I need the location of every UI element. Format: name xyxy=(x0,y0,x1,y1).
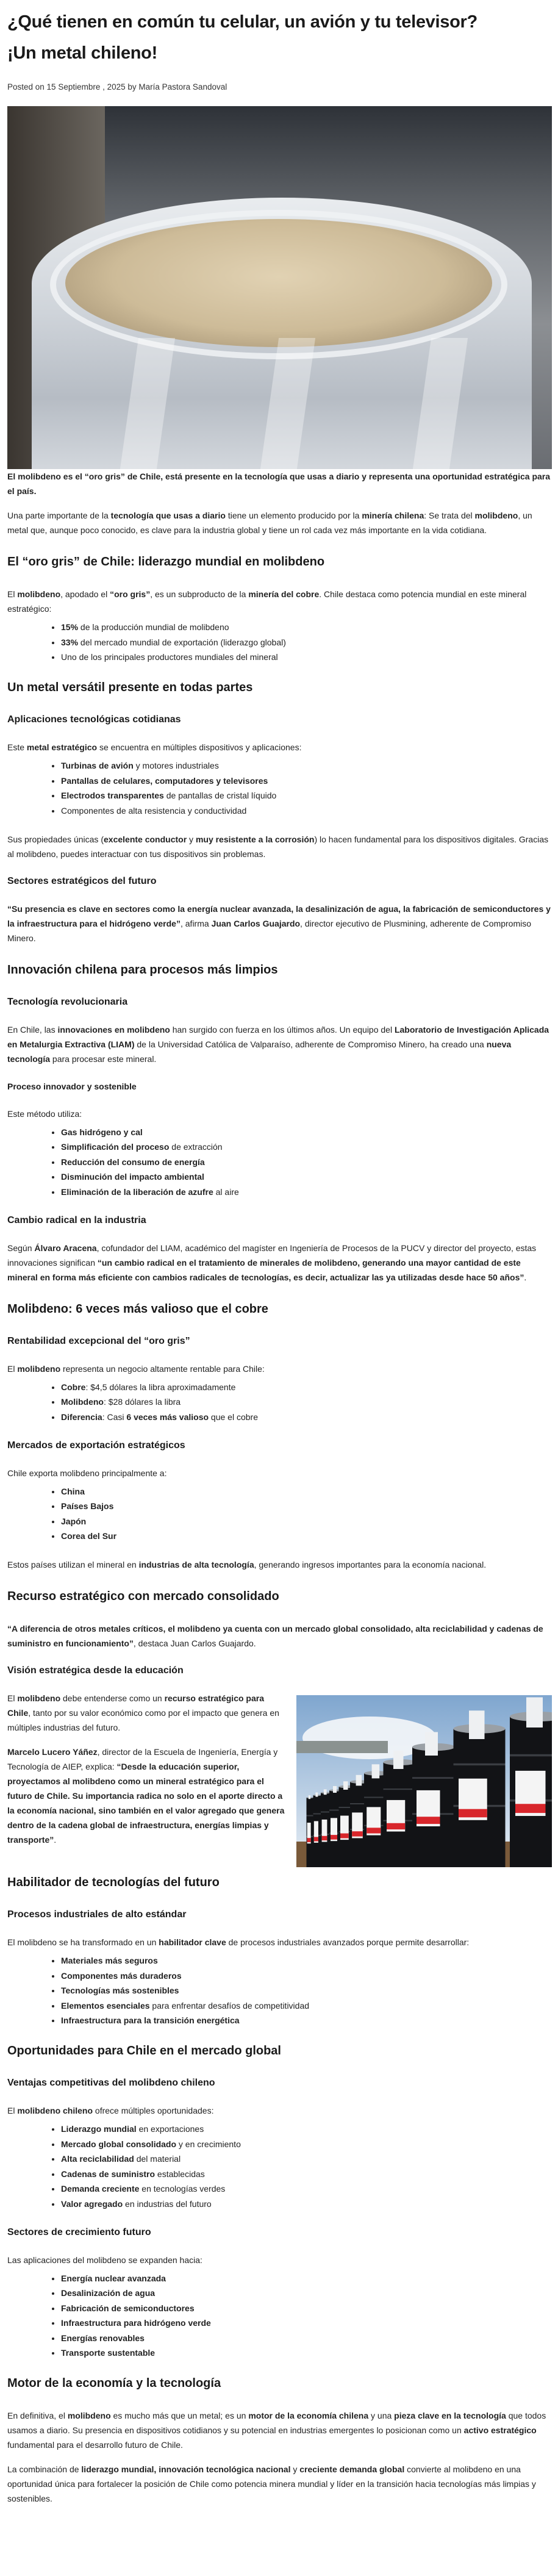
text-run: representa un negocio altamente rentable para Chile: xyxy=(60,1363,265,1374)
bold-text: El molibdeno es el “oro gris” de Chile, está presente en la tecnología que usas a diario y representa una oportunidad estratégica para el país. xyxy=(7,472,551,496)
bold-text: Molibdeno xyxy=(61,1397,104,1407)
list-item xyxy=(61,1954,552,1967)
bold-text: Simplificación del proceso xyxy=(61,1142,170,1152)
section-heading: Innovación chilena para procesos más limpios xyxy=(7,963,278,977)
text-run: de la Universidad Católica de Valparaíso, adherente de Compromiso Minero, ha creado una xyxy=(134,1039,487,1049)
bullet-list xyxy=(7,2272,552,2359)
text-run: Sus propiedades únicas ( xyxy=(7,834,104,844)
subsection-heading: Cambio radical en la industria xyxy=(7,1214,146,1225)
list-item xyxy=(61,1381,552,1393)
text-run: Chile exporta molibdeno principalmente a: xyxy=(7,1468,167,1478)
title-line: ¿Qué tienen en común tu celular, un avión y tu televisor? xyxy=(7,12,478,32)
paragraph xyxy=(7,902,552,945)
bold-text: tecnología que usas a diario xyxy=(110,511,226,520)
bold-text: Turbinas de avión xyxy=(61,761,134,770)
subsection-heading: Visión estratégica desde la educación xyxy=(7,1665,184,1676)
text-run: al aire xyxy=(213,1186,239,1197)
text-run: La combinación de xyxy=(7,2464,82,2474)
article-title xyxy=(7,7,552,69)
paragraph xyxy=(7,469,552,498)
paragraph xyxy=(7,740,552,755)
list-item xyxy=(61,2287,552,2299)
section-heading: Recurso estratégico con mercado consolidado xyxy=(7,1590,279,1603)
barrel xyxy=(412,1732,455,1868)
bold-text: Transporte sustentable xyxy=(61,2348,156,2358)
paragraph xyxy=(7,1241,552,1285)
list-item xyxy=(61,1984,552,1997)
paragraph xyxy=(7,2408,552,2452)
text-run: de extracción xyxy=(169,1142,223,1152)
bold-text: molibdeno xyxy=(17,1363,61,1374)
bullet-list xyxy=(7,759,552,817)
list-item xyxy=(61,1141,552,1153)
list-item xyxy=(61,2317,552,2329)
section-heading: Motor de la economía y la tecnología xyxy=(7,2377,221,2390)
bold-text: innovaciones en molibdeno xyxy=(57,1024,170,1035)
barrel xyxy=(313,1792,321,1867)
bold-text: liderazgo mundial, innovación tecnológica nacional xyxy=(81,2464,291,2474)
bold-text: Juan Carlos Guajardo xyxy=(211,918,301,928)
subsection-heading: Sectores estratégicos del futuro xyxy=(7,875,157,886)
subsection-heading: Ventajas competitivas del molibdeno chileno xyxy=(7,2078,215,2088)
text-run: y xyxy=(187,834,196,844)
subsection-heading: Tecnología revolucionaria xyxy=(7,996,128,1007)
text-run: Este xyxy=(7,742,27,752)
bullet-list xyxy=(7,1381,552,1423)
bold-text: 15% xyxy=(61,622,79,632)
text-run: El xyxy=(7,1693,18,1703)
list-item xyxy=(61,2347,552,2359)
text-run: , generando ingresos importantes para la economía nacional. xyxy=(254,1560,487,1570)
list-item xyxy=(61,2198,552,2210)
bold-text: Infraestructura para hidrógeno verde xyxy=(61,2318,211,2328)
bold-text: 33% xyxy=(61,637,79,647)
bullet-list xyxy=(7,1126,552,1198)
paragraph xyxy=(7,832,552,861)
text-run: . xyxy=(524,1272,527,1282)
text-run: Estos países utilizan el mineral en xyxy=(7,1560,139,1570)
bold-text: Infraestructura para la transición energética xyxy=(61,2015,240,2025)
barrel xyxy=(454,1710,506,1867)
subsection-heading: Proceso innovador y sostenible xyxy=(7,1081,137,1091)
list-item xyxy=(61,1411,552,1423)
list-item xyxy=(61,2272,552,2284)
bold-text: Álvaro Aracena xyxy=(34,1243,97,1253)
molybdenum-powder-photo-icon xyxy=(7,106,552,469)
bold-text: minería del cobre xyxy=(248,589,320,599)
bold-text: Valor agregado xyxy=(61,2198,123,2209)
list-item xyxy=(61,621,552,633)
bold-text: Pantallas de celulares, computadores y televisores xyxy=(61,775,268,786)
text-run: y motores industriales xyxy=(133,761,219,770)
bold-text: recurso estratégico para Chile xyxy=(7,1693,264,1718)
text-run: han surgido con fuerza en los últimos años. Un equipo del xyxy=(170,1024,395,1035)
bold-text: “Su presencia es clave en sectores como la energía nuclear avanzada, la desalinización de agua, la fabricación de semiconductores y la infraestructura para el hidrógeno verde” xyxy=(7,903,551,928)
text-run: y en crecimiento xyxy=(176,2139,241,2149)
barrel xyxy=(307,1795,313,1867)
paragraph xyxy=(7,1935,552,1950)
bold-text: motor de la economía chilena xyxy=(248,2411,369,2420)
bold-text: Eliminación de la liberación de azufre xyxy=(61,1186,213,1197)
text-run: establecidas xyxy=(155,2169,205,2179)
text-run: , director de la Escuela de Ingeniería, Energía y Tecnología de AIEP, explica: xyxy=(7,1747,278,1771)
text-run: se encuentra en múltiples dispositivos y aplicaciones: xyxy=(97,742,302,752)
bold-text: Países Bajos xyxy=(61,1501,114,1511)
list-item xyxy=(61,1126,552,1138)
bold-text: excelente conductor xyxy=(104,834,187,844)
article-body xyxy=(7,469,552,2506)
bold-text: Mercado global consolidado xyxy=(61,2139,177,2149)
bold-text: “A diferencia de otros metales críticos, el molibdeno ya cuenta con un mercado global consolidado, alta reciclabilidad y cadenas de suministro en funcionamiento” xyxy=(7,1624,543,1648)
paragraph xyxy=(7,2253,552,2267)
bold-text: molibdeno xyxy=(474,511,518,520)
list-item xyxy=(61,2153,552,2165)
text-run: . xyxy=(54,1835,57,1845)
bold-text: muy resistente a la corrosión xyxy=(195,834,315,844)
bold-text: pieza clave en la tecnología xyxy=(394,2411,506,2420)
list-item xyxy=(61,636,552,648)
section-heading: El “oro gris” de Chile: liderazgo mundial en molibdeno xyxy=(7,555,325,569)
bold-text: activo estratégico xyxy=(463,2425,537,2435)
list-item xyxy=(61,1186,552,1198)
list-item xyxy=(61,2332,552,2344)
paragraph xyxy=(7,1621,552,1651)
list-item xyxy=(61,1485,552,1498)
bold-text: Tecnologías más sostenibles xyxy=(61,1986,179,1995)
paragraph xyxy=(7,1022,552,1066)
post-meta: Posted on 15 Septiembre , 2025 by María Pastora Sandoval xyxy=(7,82,227,91)
list-item xyxy=(61,1396,552,1408)
subsection-heading: Procesos industriales de alto estándar xyxy=(7,1909,187,1920)
text-run: El xyxy=(7,1363,18,1374)
subsection-heading: Sectores de crecimiento futuro xyxy=(7,2226,151,2237)
bold-text: creciente demanda global xyxy=(299,2464,405,2474)
text-run: que todos usamos a diario. Su presencia en dispositivos cotidianos y su potencial en industrias emergentes lo posicionan como un xyxy=(7,2411,546,2435)
list-item xyxy=(61,2168,552,2180)
bold-text: molibdeno chileno xyxy=(17,2106,93,2115)
text-run: , afirma xyxy=(180,918,212,928)
text-run: en tecnologías verdes xyxy=(139,2184,226,2194)
text-run: , apodado el xyxy=(60,589,110,599)
list-item xyxy=(61,1500,552,1512)
bold-text: industrias de alta tecnología xyxy=(138,1560,254,1570)
text-run: de pantallas de cristal líquido xyxy=(163,791,277,800)
bold-text: Fabricación de semiconductores xyxy=(61,2303,195,2313)
text-run: : Se trata del xyxy=(424,511,475,520)
list-item xyxy=(61,775,552,787)
text-run: El molibdeno se ha transformado en un xyxy=(7,1937,159,1947)
list-item xyxy=(61,759,552,772)
paragraph xyxy=(7,1466,552,1480)
bold-text: Energías renovables xyxy=(61,2333,145,2343)
list-item xyxy=(61,2014,552,2026)
section-heading: Molibdeno: 6 veces más valioso que el cobre xyxy=(7,1302,268,1316)
paragraph xyxy=(7,508,552,537)
text-run: del material xyxy=(134,2154,181,2164)
text-run: En Chile, las xyxy=(7,1024,58,1035)
text-run: que el cobre xyxy=(209,1412,258,1422)
text-run: : $28 dólares la libra xyxy=(104,1397,181,1407)
section-heading: Habilitador de tecnologías del futuro xyxy=(7,1876,220,1889)
list-item xyxy=(61,2302,552,2314)
bold-text: Corea del Sur xyxy=(61,1531,117,1541)
bold-text: Gas hidrógeno y cal xyxy=(61,1127,143,1137)
paragraph xyxy=(7,1107,552,1121)
bold-text: molibdeno xyxy=(17,589,61,599)
bold-text: habilitador clave xyxy=(159,1937,226,1947)
text-run: en exportaciones xyxy=(136,2124,204,2134)
text-run: , director ejecutivo de Plusmining, adherente de Compromiso Minero. xyxy=(7,918,532,943)
bold-text: Japón xyxy=(61,1516,87,1526)
text-run: de procesos industriales avanzados porque permite desarrollar: xyxy=(226,1937,470,1947)
bold-text: China xyxy=(61,1486,85,1496)
bold-text: Elementos esenciales xyxy=(61,2000,150,2011)
text-run: Según xyxy=(7,1243,35,1253)
bold-text: Diferencia xyxy=(61,1412,102,1422)
bold-text: Electrodos transparentes xyxy=(61,791,164,800)
subsection-heading: Mercados de exportación estratégicos xyxy=(7,1440,185,1451)
text-run: y xyxy=(290,2464,300,2474)
text-run: Componentes de alta resistencia y conductividad xyxy=(61,805,247,816)
paragraph xyxy=(7,1362,552,1376)
bold-text: Desalinización de agua xyxy=(61,2288,156,2298)
section-heading: Un metal versátil presente en todas partes xyxy=(7,681,253,694)
bold-text: Alta reciclabilidad xyxy=(61,2154,134,2164)
text-run: Las aplicaciones del molibdeno se expanden hacia: xyxy=(7,2255,202,2265)
subsection-heading: Rentabilidad excepcional del “oro gris” xyxy=(7,1335,190,1346)
bold-text: nueva tecnología xyxy=(7,1039,512,1064)
barrel xyxy=(384,1751,417,1867)
list-item xyxy=(61,2138,552,2150)
subsection-heading: Aplicaciones tecnológicas cotidianas xyxy=(7,714,181,725)
text-run: Una parte importante de la xyxy=(7,511,111,520)
text-run: : Casi xyxy=(102,1412,127,1422)
bold-text: Laboratorio de Investigación Aplicada en Metalurgia Extractiva (LIAM) xyxy=(7,1024,549,1049)
text-run: Uno de los principales productores mundiales del mineral xyxy=(61,652,278,662)
title-line: ¡Un metal chileno! xyxy=(7,43,157,63)
bold-text: metal estratégico xyxy=(26,742,98,752)
list-item xyxy=(61,2183,552,2195)
barrel xyxy=(321,1789,331,1867)
text-run: El xyxy=(7,2106,18,2115)
text-run: del mercado mundial de exportación (liderazgo global) xyxy=(78,637,286,647)
text-run: convierte al molibdeno en una oportunidad única para fortalecer la posición de Chile como potencia minera mundial y líder en la transición hacia tecnologías más limpias y sostenibles. xyxy=(7,2464,536,2503)
bullet-list xyxy=(7,2123,552,2210)
text-run: : $4,5 dólares la libra aproximadamente xyxy=(85,1382,236,1392)
bold-text: molibdeno xyxy=(17,1693,61,1703)
list-item xyxy=(61,2123,552,2135)
list-item xyxy=(61,1156,552,1168)
text-run: Este método utiliza: xyxy=(7,1108,82,1119)
bold-text: Liderazgo mundial xyxy=(61,2124,137,2134)
bold-text: Componentes más duraderos xyxy=(61,1970,182,1981)
list-item xyxy=(61,789,552,802)
bold-text: molibdeno xyxy=(67,2411,111,2420)
bullet-list xyxy=(7,621,552,663)
bold-text: Energía nuclear avanzada xyxy=(61,2273,166,2283)
text-run: de la producción mundial de molibdeno xyxy=(78,622,229,632)
text-run: es mucho más que un metal; es un xyxy=(110,2411,249,2420)
text-run: , es un subproducto de la xyxy=(150,589,249,599)
paragraph xyxy=(7,2103,552,2118)
text-run: fundamental para el desarrollo futuro de Chile. xyxy=(7,2440,183,2450)
text-run: debe entenderse como un xyxy=(60,1693,165,1703)
bold-text: 6 veces más valioso xyxy=(126,1412,209,1422)
text-run: en industrias del futuro xyxy=(123,2198,212,2209)
list-item xyxy=(61,1171,552,1183)
text-run: , destaca Juan Carlos Guajardo. xyxy=(133,1638,256,1648)
text-run: ) lo hacen fundamental para los dispositivos digitales. Gracias al molibdeno, puedes interactuar con tus dispositivos sin problemas. xyxy=(7,834,549,859)
bold-text: “oro gris” xyxy=(110,589,151,599)
text-run: , tanto por su valor económico como por el impacto que genera en múltiples industrias del futuro. xyxy=(7,1708,279,1732)
text-run: El xyxy=(7,589,18,599)
bold-text: Materiales más seguros xyxy=(61,1956,158,1965)
list-item xyxy=(61,1530,552,1542)
text-run: para enfrentar desafíos de competitividad xyxy=(149,2000,310,2011)
text-run: tiene un elemento producido por la xyxy=(225,511,362,520)
bullet-list xyxy=(7,1485,552,1543)
bullet-list xyxy=(7,1954,552,2026)
bold-text: Marcelo Lucero Yáñez xyxy=(7,1747,98,1757)
text-run: , cofundador del LIAM, académico del magíster en Ingeniería de Procesos de la PUCV y director del proyecto, estas innovaciones significan xyxy=(7,1243,537,1268)
paragraph xyxy=(7,2462,552,2506)
bold-text: Disminución del impacto ambiental xyxy=(61,1172,204,1182)
list-item xyxy=(61,2000,552,2012)
bold-text: “Desde la educación superior, proyectamos al molibdeno como un mineral estratégico para el futuro de Chile. Su importancia radica no solo en el aporte directo a la economía nacional, sino también en el valor agregado que genera dentro de la cadena global de infraestructura, energías limpias y transporte” xyxy=(7,1762,285,1845)
paragraph xyxy=(7,1557,552,1572)
text-run: En definitiva, el xyxy=(7,2411,68,2420)
bold-text: Reducción del consumo de energía xyxy=(61,1157,205,1167)
text-run: , un metal que, aunque poco conocido, es clave para la industria global y tiene un rol cada vez más importante en la vida cotidiana. xyxy=(7,511,532,535)
bold-text: “un cambio radical en el tratamiento de minerales de molibdeno, generando una mayor cantidad de este mineral en forma más eficiente con cambios radicales de tecnologías, es decir, actualizar las ya utilizadas desde hace 50 años” xyxy=(7,1257,524,1282)
list-item xyxy=(61,651,552,663)
list-item xyxy=(61,1515,552,1527)
text-run: y una xyxy=(368,2411,395,2420)
text-run: ofrece múltiples oportunidades: xyxy=(93,2106,214,2115)
list-item xyxy=(61,1970,552,1982)
text-run: para procesar este mineral. xyxy=(50,1053,157,1064)
paragraph xyxy=(7,587,552,616)
bold-text: Cadenas de suministro xyxy=(61,2169,156,2179)
list-item xyxy=(61,805,552,817)
text-run: . Chile destaca como potencia mundial en este mineral estratégico: xyxy=(7,589,527,614)
bold-text: Cobre xyxy=(61,1382,86,1392)
molybdenum-barrels-photo-icon xyxy=(296,1695,552,1867)
section-heading: Oportunidades para Chile en el mercado global xyxy=(7,2044,281,2058)
bold-text: Demanda creciente xyxy=(61,2184,140,2194)
barrel xyxy=(510,1698,552,1868)
bold-text: minería chilena xyxy=(362,511,424,520)
